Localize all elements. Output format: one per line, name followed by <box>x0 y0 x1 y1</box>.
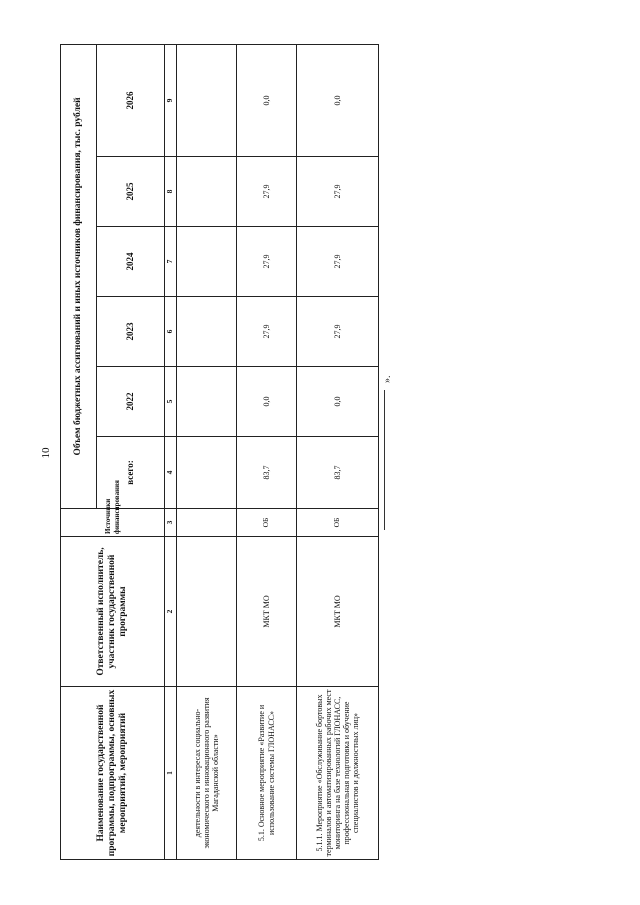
header-source: Источники финансирования <box>61 509 165 537</box>
header-year: 2023 <box>97 297 165 367</box>
header-year: 2022 <box>97 367 165 437</box>
row-value: 27,9 <box>237 157 297 227</box>
table-row <box>297 44 379 859</box>
row-value: 0,0 <box>297 44 379 156</box>
row-value <box>177 44 237 156</box>
column-number: 1 <box>165 687 177 860</box>
column-number: 5 <box>165 367 177 437</box>
column-number: 4 <box>165 437 177 509</box>
row-value: 27,9 <box>297 227 379 297</box>
row-value: 27,9 <box>237 227 297 297</box>
row-name: 5.1.1. Мероприятие «Обслуживание бортовых терминалов и автоматизированных рабочих мест мониторинга на базе технологий ГЛОНАСС, профессиональная подготовка и обучение специалистов и должностных лиц» <box>297 687 379 860</box>
row-value <box>177 437 237 509</box>
table-row <box>177 44 237 859</box>
row-name: деятельности в интересах социально-экономического и инновационного развития Магаданской области» <box>177 687 237 860</box>
row-value <box>177 227 237 297</box>
column-number: 3 <box>165 509 177 537</box>
header-row-top <box>61 44 97 859</box>
row-value: 83,7 <box>297 437 379 509</box>
row-value: 27,9 <box>297 297 379 367</box>
header-year: 2024 <box>97 227 165 297</box>
column-number: 9 <box>165 44 177 156</box>
row-value: 0,0 <box>297 367 379 437</box>
row-value: 27,9 <box>297 157 379 227</box>
column-number-row <box>165 44 177 859</box>
header-executor: Ответственный исполнитель, участник государственной программы <box>61 537 165 687</box>
row-value <box>177 297 237 367</box>
row-value: 27,9 <box>237 297 297 367</box>
row-source <box>177 509 237 537</box>
page-number: 10 <box>40 447 52 459</box>
row-source: ОБ <box>297 509 379 537</box>
row-executor: МКТ МО <box>237 537 297 687</box>
row-value: 83,7 <box>237 437 297 509</box>
row-value <box>177 157 237 227</box>
row-executor <box>177 537 237 687</box>
header-year: 2026 <box>97 44 165 156</box>
header-name: Наименование государственной программы, подпрограммы, основных мероприятий, мероприятий <box>61 687 165 860</box>
row-value <box>177 367 237 437</box>
row-value: 0,0 <box>237 44 297 156</box>
column-number: 8 <box>165 157 177 227</box>
table-row <box>237 44 297 859</box>
header-total: всего: <box>97 437 165 509</box>
closing-mark: ». <box>382 375 393 383</box>
closing-underline <box>384 390 385 530</box>
funding-table <box>60 44 379 860</box>
row-executor: МКТ МО <box>297 537 379 687</box>
column-number: 2 <box>165 537 177 687</box>
row-name: 5.1. Основное мероприятие «Развитие и использование системы ГЛОНАСС» <box>237 687 297 860</box>
header-funding: Объем бюджетных ассигнований и иных источников финансирования, тыс. рублей <box>61 44 97 508</box>
rotated-table-container <box>60 60 361 860</box>
row-value: 0,0 <box>237 367 297 437</box>
column-number: 6 <box>165 297 177 367</box>
header-year: 2025 <box>97 157 165 227</box>
row-source: ОБ <box>237 509 297 537</box>
column-number: 7 <box>165 227 177 297</box>
